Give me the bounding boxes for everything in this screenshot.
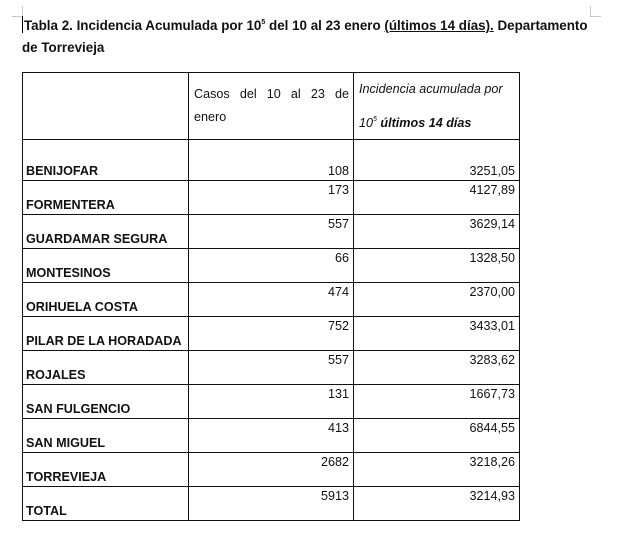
municipio-cell: SAN FULGENCIO [23,385,189,419]
casos-cell: 474 [189,283,354,317]
table-total-row [23,487,520,521]
table-row [23,215,520,249]
incidencia-cell: 3433,01 [354,317,520,351]
header-empty-cell [23,73,189,140]
header-casos-word: 23 [310,87,325,101]
header-incidencia-suffix: últimos 14 días [380,116,472,130]
casos-cell: 752 [189,317,354,351]
casos-cell: 173 [189,181,354,215]
casos-cell: 108 [189,140,354,181]
table-row [23,181,520,215]
incidencia-cell: 2370,00 [354,283,520,317]
table-row [23,419,520,453]
header-casos-word: Casos [194,87,230,101]
header-casos-line2: enero [194,110,227,124]
incidencia-cell: 1667,73 [354,385,520,419]
header-casos-line1 [194,83,349,106]
table-row [23,351,520,385]
header-casos-word: 10 [266,87,281,101]
municipio-cell: ORIHUELA COSTA [23,283,189,317]
table-row [23,283,520,317]
table-header-row [23,73,520,140]
municipio-cell: ROJALES [23,351,189,385]
table-title [22,15,602,59]
incidencia-cell: 3251,05 [354,140,520,181]
header-incidencia-base: 10 [359,116,374,130]
header-incidencia [354,73,520,140]
title-text-part2: del 10 al 23 enero [265,18,385,33]
incidence-table [22,72,520,521]
header-casos-word: del [239,87,257,101]
incidencia-cell: 3629,14 [354,215,520,249]
text-cursor [22,16,23,33]
casos-cell: 131 [189,385,354,419]
municipio-cell: SAN MIGUEL [23,419,189,453]
incidencia-cell: 6844,55 [354,419,520,453]
title-superscript: 5 [261,19,266,26]
title-underlined-text: (últimos 14 días). [384,18,494,33]
municipio-cell: TOTAL [23,487,189,521]
table-row [23,140,520,181]
header-casos-word: al [290,87,301,101]
casos-cell: 557 [189,351,354,385]
table-row [23,317,520,351]
municipio-cell: MONTESINOS [23,249,189,283]
casos-cell: 66 [189,249,354,283]
title-text-part1: Tabla 2. Incidencia Acumulada por 10 [24,18,262,33]
title-text-part3: Departamento de Torrevieja [22,18,588,55]
header-casos [189,73,354,140]
municipio-cell: TORREVIEJA [23,453,189,487]
municipio-cell: PILAR DE LA HORADADA [23,317,189,351]
header-incidencia-line1: Incidencia acumulada por [359,82,503,96]
municipio-cell: BENIJOFAR [23,140,189,181]
table-row [23,453,520,487]
municipio-cell: FORMENTERA [23,181,189,215]
casos-cell: 557 [189,215,354,249]
incidencia-cell: 3218,26 [354,453,520,487]
casos-cell: 413 [189,419,354,453]
header-casos-word: de [334,87,349,101]
municipio-cell: GUARDAMAR SEGURA [23,215,189,249]
incidencia-cell: 4127,89 [354,181,520,215]
header-incidencia-superscript: 5 [373,116,377,123]
table-row [23,385,520,419]
incidencia-cell: 3283,62 [354,351,520,385]
table-row [23,249,520,283]
casos-cell: 5913 [189,487,354,521]
incidencia-cell: 3214,93 [354,487,520,521]
casos-cell: 2682 [189,453,354,487]
header-incidencia-line2 [359,112,514,134]
incidencia-cell: 1328,50 [354,249,520,283]
